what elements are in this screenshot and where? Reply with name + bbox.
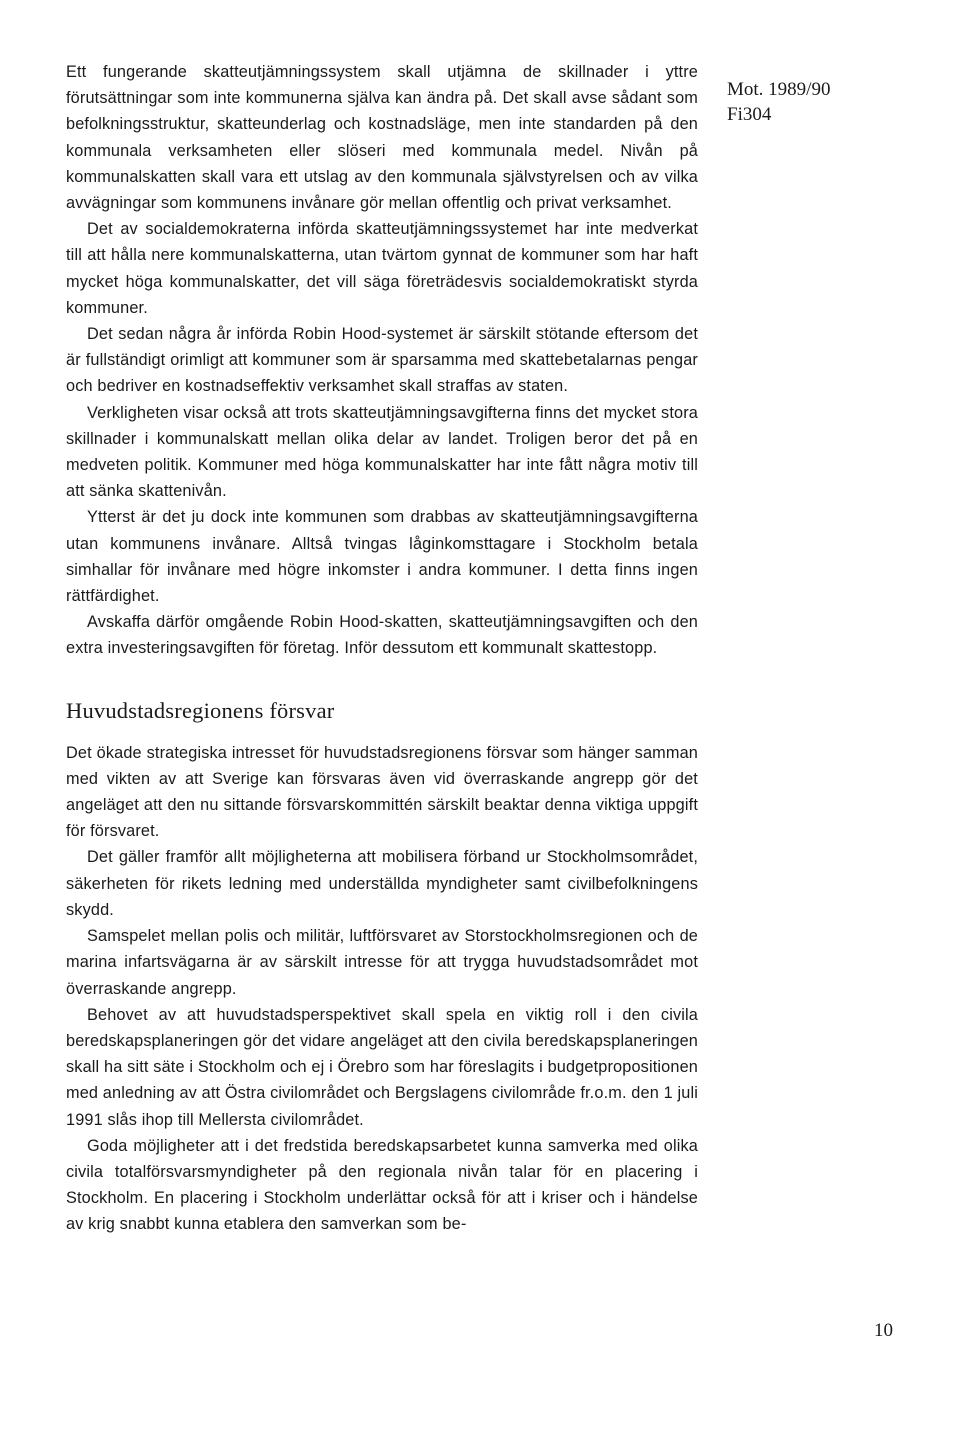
paragraph: Ett fungerande skatteutjämningssystem skall utjämna de skillnader i yttre förutsättningar som inte kommunerna själva kan ändra på. Det skall avse sådant som befolkningsstruktur, skatteunderlag och kostnadsläge, men inte standarden på den kommunala verksamheten eller slöseri med kommunala medel. Nivån på kommunalskatten skall vara ett utslag av den kommunala självstyrelsen och av vilka avvägningar som kommunens invånare gör mellan offentlig och privat verksamhet. [66, 63, 698, 213]
section-heading: Huvudstadsregionens försvar [66, 697, 335, 723]
motion-number: Mot. 1989/90 [727, 79, 831, 100]
motion-reference [727, 77, 830, 127]
paragraph: Avskaffa därför omgående Robin Hood-skatten, skatteutjämningsavgiften och den extra investeringsavgiften för företag. Inför dessutom ett kommunalt skattestopp. [66, 613, 698, 658]
page-number: 10 [874, 1320, 893, 1341]
paragraph: Goda möjligheter att i det fredstida beredskapsarbetet kunna samverka med olika civila totalförsvarsmyndigheter på den regionala nivån talar för en placering i Stockholm. En placering i Stockholm underlättar också för att i kriser och i händelse av krig snabbt kunna etablera den samverkan som be- [66, 1136, 698, 1234]
text-column [66, 59, 698, 1238]
paragraph: Behovet av att huvudstadsperspektivet skall spela en viktig roll i den civila beredskapsplaneringen gör det vidare angeläget att den civila beredskapsplaneringen skall ha sitt säte i Stockholm och ej i Örebro som har föreslagits i budgetpropositionen med anledning av att Östra civilområdet och Bergslagens civilområde fr.o.m. den 1 juli 1991 slås ihop till Mellersta civilområdet. [66, 1005, 698, 1129]
paragraph: Det gäller framför allt möjligheterna att mobilisera förband ur Stockholmsområdet, säkerheten för rikets ledning med underställda myndigheter samt civilbefolkningens skydd. [66, 848, 698, 919]
paragraph: Ytterst är det ju dock inte kommunen som drabbas av skatteutjämningsavgifterna utan kommunens invånare. Alltså tvingas låginkomsttagare i Stockholm betala simhallar för invånare med högre inkomster i andra kommuner. I detta finns ingen rättfärdighet. [66, 508, 698, 606]
paragraph: Det sedan några år införda Robin Hood-systemet är särskilt stötande eftersom det är fullständigt orimligt att kommuner som är sparsamma med skattebetalarnas pengar och bedriver en kostnadseffektiv verksamhet skall straffas av staten. [66, 325, 698, 396]
paragraph: Det ökade strategiska intresset för huvudstadsregionens försvar som hänger samman med vikten av att Sverige kan försvaras även vid överraskande angrepp gör det angeläget att den nu sittande försvarskommittén särskilt beaktar denna viktiga uppgift för försvaret. [66, 743, 698, 841]
paragraph: Verkligheten visar också att trots skatteutjämningsavgifterna finns det mycket stora skillnader i kommunalskatt mellan olika delar av landet. Troligen beror det på en medveten politik. Kommuner med höga kommunalskatter har inte fått några motiv till att sänka skattenivån. [66, 403, 698, 501]
paragraph: Det av socialdemokraterna införda skatteutjämningssystemet har inte medverkat till att hålla nere kommunalskatterna, utan tvärtom gynnat de kommuner som har haft mycket höga kommunalskatter, det vill säga företrädesvis socialdemokratiskt styrda kommuner. [66, 220, 698, 317]
paragraph: Samspelet mellan polis och militär, luftförsvaret av Storstockholmsregionen och de marina infartsvägarna är av särskilt intresse för att trygga huvudstadsområdet mot överraskande angrepp. [66, 927, 698, 998]
motion-code: Fi304 [727, 104, 772, 125]
